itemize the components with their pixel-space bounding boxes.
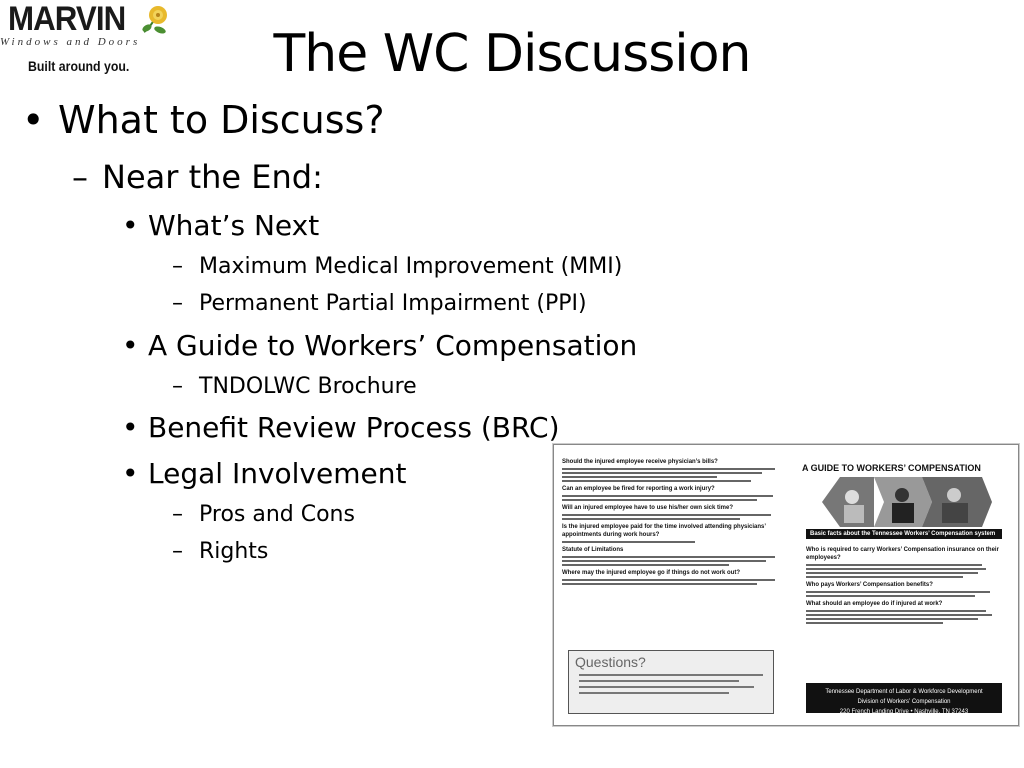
bullet-mmi (172, 254, 622, 279)
bullet-rights (172, 539, 268, 564)
brochure-question: Statute of Limitations (562, 547, 624, 553)
brochure-question: Can an employee be fired for reporting a work injury? (562, 486, 715, 492)
brochure-question: Will an injured employee have to use his/her own sick time? (562, 505, 733, 511)
bullet-marker: – (172, 502, 183, 527)
logo-subtitle: Windows and Doors (0, 36, 141, 48)
logo-wordmark: MARVIN (8, 0, 126, 38)
bullet-text: Permanent Partial Impairment (PPI) (199, 291, 587, 316)
bullet-whats-next (122, 209, 319, 242)
bullet-ppi (172, 291, 587, 316)
brochure-footer (806, 683, 1002, 713)
bullet-text: Pros and Cons (199, 502, 355, 527)
bullet-text: What’s Next (148, 209, 320, 242)
bullet-text: Benefit Review Process (BRC) (148, 411, 560, 444)
brochure-right-text (806, 543, 1002, 626)
bullet-marker: – (172, 374, 183, 399)
bullet-legal-involvement (122, 457, 406, 490)
workers-photo (822, 477, 992, 527)
logo-tagline: Built around you. (28, 58, 130, 74)
bullet-marker: • (122, 209, 139, 242)
bullet-marker: • (22, 98, 45, 142)
bullet-text: What to Discuss? (58, 98, 385, 142)
bullet-text: Maximum Medical Improvement (MMI) (199, 254, 623, 279)
brochure-right-panel (798, 455, 1006, 473)
footer-line: Division of Workers’ Compensation (857, 699, 951, 705)
slide-title: The WC Discussion (273, 24, 751, 84)
brochure-image (553, 444, 1019, 726)
bullet-guide-workers-comp (122, 329, 637, 362)
footer-line: 220 French Landing Drive • Nashville, TN 37243 (839, 709, 969, 715)
bullet-marker: – (172, 291, 183, 316)
brochure-question: Where may the injured employee go if things do not work out? (562, 570, 741, 576)
brochure-left-panel (562, 455, 784, 587)
bullet-text: TNDOLWC Brochure (199, 374, 417, 399)
brochure-question: Is the injured employee paid for the time involved attending physicians’ appointments during work hours? (562, 524, 766, 538)
bullet-marker: • (122, 457, 139, 490)
bullet-what-to-discuss (22, 98, 385, 142)
questions-heading: Questions? (575, 654, 646, 670)
bullet-text: A Guide to Workers’ Compensation (148, 329, 638, 362)
brochure-bar: Basic facts about the Tennessee Workers’ Compensation system (806, 529, 1002, 539)
bullet-text: Near the End: (102, 158, 323, 196)
brochure-question: Who is required to carry Workers’ Compensation insurance on their employees? (806, 547, 999, 561)
bullet-text: Rights (199, 539, 269, 564)
bullet-marker: • (122, 411, 139, 444)
bullet-pros-and-cons (172, 502, 355, 527)
bullet-marker: • (122, 329, 139, 362)
brochure-question: What should an employee do if injured at work? (806, 601, 943, 607)
brochure-header: A GUIDE TO WORKERS’ COMPENSATION (802, 463, 981, 473)
bullet-brc (122, 411, 560, 444)
bullet-text: Legal Involvement (148, 457, 407, 490)
brochure-question: Should the injured employee receive physician’s bills? (562, 459, 718, 465)
brochure-questions-box (568, 650, 774, 714)
footer-line: Tennessee Department of Labor & Workforce Development (825, 689, 983, 695)
bullet-marker: – (172, 254, 183, 279)
bullet-marker: – (72, 158, 88, 196)
brochure-question: Who pays Workers’ Compensation benefits? (806, 582, 933, 588)
bullet-marker: – (172, 539, 183, 564)
bullet-tndolwc-brochure (172, 374, 417, 399)
bullet-near-the-end (72, 158, 323, 196)
